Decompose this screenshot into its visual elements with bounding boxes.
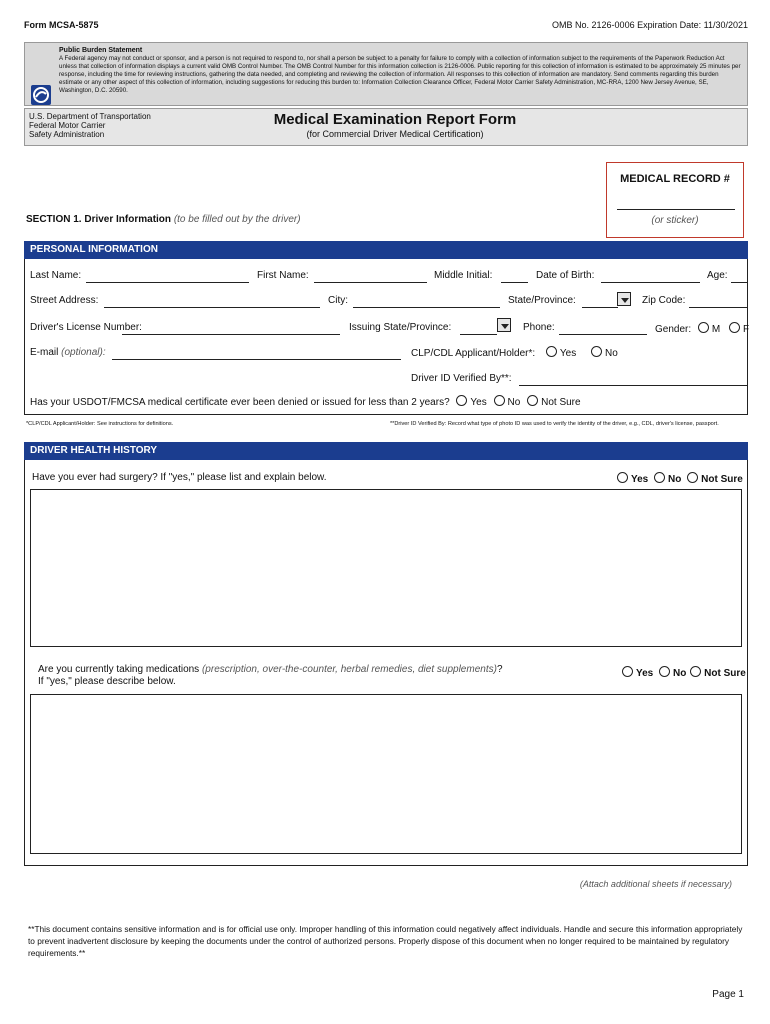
section-1-heading <box>26 214 301 225</box>
burden-statement-panel <box>24 42 748 106</box>
section-1-title: SECTION 1. Driver Information <box>26 214 172 225</box>
clp-no-radio[interactable] <box>591 346 602 357</box>
medical-record-box <box>606 162 744 238</box>
medications-yes-radio[interactable] <box>622 666 633 677</box>
agency-line-3: Safety Administration <box>29 130 105 139</box>
clp-footnote: *CLP/CDL Applicant/Holder: See instructions for definitions. <box>26 421 174 427</box>
state-field[interactable] <box>582 307 618 308</box>
medications-question <box>38 664 503 688</box>
state-label: State/Province: <box>508 295 576 306</box>
issuing-state-field[interactable] <box>460 334 497 335</box>
medical-record-label: MEDICAL RECORD # <box>620 173 730 185</box>
email-field[interactable] <box>112 359 401 360</box>
middle-initial-label: Middle Initial: <box>434 270 493 281</box>
medications-no-label: No <box>673 668 687 679</box>
zip-label: Zip Code: <box>642 295 686 306</box>
first-name-field[interactable] <box>314 282 427 283</box>
gender-group <box>655 322 749 335</box>
form-subtitle: (for Commercial Driver Medical Certification) <box>306 129 484 139</box>
medications-yes-label: Yes <box>636 668 654 679</box>
state-dropdown-icon[interactable] <box>617 291 631 309</box>
medications-textarea[interactable] <box>30 694 742 854</box>
attach-note: (Attach additional sheets if necessary) <box>579 879 732 889</box>
medications-question-text: Are you currently taking medications <box>38 664 200 675</box>
gender-f-radio[interactable] <box>729 322 740 333</box>
city-field[interactable] <box>353 307 500 308</box>
denied-no-radio[interactable] <box>494 395 505 406</box>
surgery-yes-label: Yes <box>631 474 649 485</box>
phone-label: Phone: <box>523 322 555 333</box>
medications-question-2: If "yes," please describe below. <box>38 676 176 687</box>
denied-yes-radio[interactable] <box>456 395 467 406</box>
denied-yes-label: Yes <box>470 397 487 408</box>
medications-no-radio[interactable] <box>659 666 670 677</box>
surgery-options <box>617 472 743 485</box>
medications-options <box>622 666 746 679</box>
first-name-label: First Name: <box>257 270 309 281</box>
last-name-field[interactable] <box>86 282 249 283</box>
age-label: Age: <box>707 270 728 281</box>
street-field[interactable] <box>104 307 320 308</box>
gender-label: Gender: <box>655 324 692 335</box>
denied-not-sure-label: Not Sure <box>541 397 581 408</box>
medications-not-sure-label: Not Sure <box>704 668 746 679</box>
form-title: Medical Examination Report Form <box>273 111 517 128</box>
medications-question-mark: ? <box>496 664 503 675</box>
burden-title: Public Burden Statement <box>59 47 143 54</box>
phone-field[interactable] <box>559 334 647 335</box>
surgery-yes-radio[interactable] <box>617 472 628 483</box>
title-panel <box>24 108 748 146</box>
agency-name <box>29 112 151 139</box>
surgery-not-sure-radio[interactable] <box>687 472 698 483</box>
clp-yes-label: Yes <box>559 348 577 359</box>
gender-m-radio[interactable] <box>698 322 709 333</box>
clp-yes-radio[interactable] <box>546 346 557 357</box>
denied-question: Has your USDOT/FMCSA medical certificate ever been denied or issued for less than 2 years? <box>30 397 450 408</box>
omb-number: OMB No. 2126-0006 Expiration Date: 11/30/2021 <box>552 20 748 30</box>
agency-line-1: U.S. Department of Transportation <box>29 112 151 121</box>
issuing-state-dropdown-icon[interactable] <box>497 317 511 335</box>
personal-info-header: PERSONAL INFORMATION <box>24 241 748 259</box>
denied-not-sure-radio[interactable] <box>527 395 538 406</box>
denied-group <box>30 395 581 408</box>
clp-no-label: No <box>605 348 618 359</box>
surgery-no-label: No <box>668 474 682 485</box>
medications-not-sure-radio[interactable] <box>690 666 701 677</box>
driver-id-label: Driver ID Verified By**: <box>411 373 512 384</box>
email-label: E-mail <box>30 347 59 358</box>
license-label: Driver's License Number: <box>30 322 142 333</box>
surgery-no-radio[interactable] <box>654 472 665 483</box>
last-name-label: Last Name: <box>30 270 82 281</box>
page-number: Page 1 <box>712 989 744 1000</box>
middle-initial-field[interactable] <box>501 282 528 283</box>
surgery-not-sure-label: Not Sure <box>701 474 743 485</box>
city-label: City: <box>328 295 348 306</box>
gender-m-label: M <box>711 324 721 335</box>
clp-label: CLP/CDL Applicant/Holder*: <box>411 348 536 359</box>
surgery-textarea[interactable] <box>30 489 742 647</box>
clp-group <box>411 346 618 359</box>
driver-id-footnote: **Driver ID Verified By: Record what type of photo ID was used to verify the identity of the driver, e.g., CDL, driver's license, passport. <box>390 421 719 427</box>
health-history-header: DRIVER HEALTH HISTORY <box>24 442 748 460</box>
gender-f-label: F <box>743 324 750 335</box>
medications-question-examples: (prescription, over-the-counter, herbal remedies, diet supplements) <box>201 664 497 675</box>
agency-line-2: Federal Motor Carrier <box>29 121 106 130</box>
medical-record-line[interactable] <box>617 209 735 210</box>
issuing-state-label: Issuing State/Province: <box>349 322 452 333</box>
dob-field[interactable] <box>601 282 700 283</box>
sticker-note: (or sticker) <box>651 215 699 226</box>
email-optional: (optional): <box>61 347 106 358</box>
section-1-note: (to be filled out by the driver) <box>173 214 301 225</box>
email-label-group <box>30 347 106 358</box>
street-label: Street Address: <box>30 295 99 306</box>
burden-text: A Federal agency may not conduct or sponsor, and a person is not required to respond to, nor shall a person be subject to a penalty for failure to comply with a collection of information subject to the requirements of the Paperwork Reduction Act unless that collection of information displays a current valid OMB Control Number. The OMB Control Number for this information collection is 2126-0006. Public reporting for this collection of information is estimated to be approximately 25 minutes per response, including the time for reviewing instructions, gathering the data needed, and completing and reviewing the collection of information. All responses to this collection of information are mandatory. Send comments regarding this burden estimate or any other aspect of this collection of information, including suggestions for reducing this burden to: Information Collection Clearance Officer, Federal Motor Carrier Safety Administration, MC-RRA, 1200 New Jersey Avenue, SE, Washington, D.C. 20590. <box>59 55 741 94</box>
license-field[interactable] <box>122 334 340 335</box>
dob-label: Date of Birth: <box>536 270 595 281</box>
surgery-question: Have you ever had surgery? If "yes," please list and explain below. <box>32 472 327 483</box>
privacy-notice: **This document contains sensitive information and is for official use only. Improper handling of this information could negatively affect individuals. Handle and secure this information appropriately to prevent inadvertent disclosure by keeping the documents under the control of authorized persons. Properly dispose of this document when no longer required to be maintained by regulatory requirements.** <box>28 924 743 958</box>
driver-id-field[interactable] <box>519 385 747 386</box>
age-field[interactable] <box>731 282 747 283</box>
zip-field[interactable] <box>689 307 747 308</box>
form-id: Form MCSA-5875 <box>24 20 99 30</box>
denied-no-label: No <box>507 397 521 408</box>
dot-logo-icon <box>31 85 51 105</box>
